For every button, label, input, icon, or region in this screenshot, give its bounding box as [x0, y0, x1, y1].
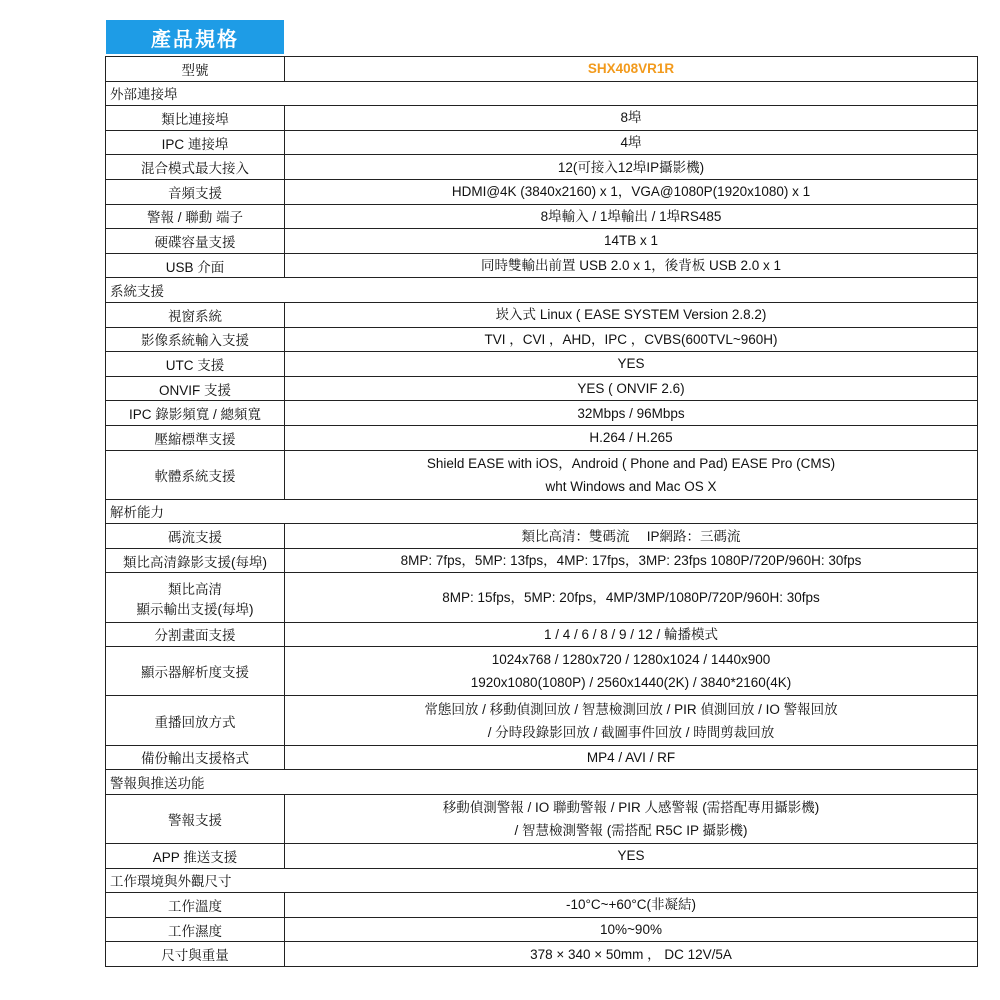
spec-label-line: 軟體系統支援 [154, 468, 236, 484]
spec-value-line: 32Mbps / 96Mbps [577, 405, 685, 421]
spec-value [285, 647, 978, 696]
spec-label-line: 硬碟容量支援 [154, 234, 236, 250]
spec-value-line: MP4 / AVI / RF [586, 749, 676, 765]
spec-value [285, 450, 978, 499]
spec-label-line: USB 介面 [165, 259, 225, 275]
spec-value-line: 崁入式 Linux ( EASE SYSTEM Version 2.8.2) [495, 307, 767, 323]
section-header-row [106, 499, 978, 524]
spec-row [106, 327, 978, 352]
spec-value-line: HDMI@4K (3840x2160) x 1，VGA@1080P(1920x1080) x 1 [451, 184, 811, 200]
spec-label-line: IPC 連接埠 [161, 136, 229, 152]
spec-row [106, 573, 978, 622]
spec-row [106, 844, 978, 869]
spec-row [106, 253, 978, 278]
spec-label [106, 130, 285, 155]
spec-label-line: 碼流支援 [168, 530, 222, 546]
spec-label [106, 204, 285, 229]
spec-label [106, 179, 285, 204]
spec-label-line: 顯示輸出支援(每埠) [136, 601, 254, 617]
spec-label [106, 524, 285, 549]
spec-label-line: APP 推送支援 [152, 849, 238, 865]
spec-value [285, 425, 978, 450]
spec-label [106, 696, 285, 745]
spec-row [106, 696, 978, 745]
spec-label [106, 893, 285, 918]
spec-label [106, 622, 285, 647]
spec-value-line: SHX408VR1R [587, 61, 675, 77]
spec-label [106, 548, 285, 573]
spec-label [106, 942, 285, 967]
spec-label-line: 尺寸與重量 [161, 948, 229, 964]
spec-value-line: Shield EASE with iOS，Android ( Phone and Pad) EASE Pro (CMS) [426, 455, 836, 471]
spec-value [285, 130, 978, 155]
section-title: 系統支援 [106, 278, 978, 303]
spec-value [285, 106, 978, 131]
spec-value-line: YES ( ONVIF 2.6) [577, 381, 685, 397]
spec-label-line: 重播回放方式 [154, 714, 236, 730]
spec-value-line: 10%~90% [600, 922, 662, 938]
spec-value [285, 155, 978, 180]
spec-value-line: 8埠輸入 / 1埠輸出 / 1埠RS485 [540, 208, 722, 224]
spec-label [106, 917, 285, 942]
spec-value [285, 622, 978, 647]
spec-row [106, 302, 978, 327]
spec-value-line: 8MP: 15fps，5MP: 20fps，4MP/3MP/1080P/720P/960H: 30fps [442, 590, 820, 606]
spec-value-line: YES [617, 356, 645, 372]
spec-value-line: YES [617, 848, 645, 864]
spec-value-line: 4埠 [620, 135, 642, 151]
spec-value-line: TVI ，CVI ，AHD，IPC ，CVBS(600TVL~960H) [484, 331, 778, 347]
spec-value [285, 253, 978, 278]
spec-value [285, 229, 978, 254]
spec-row [106, 155, 978, 180]
spec-label-line: 類比連接埠 [161, 111, 229, 127]
spec-value [285, 401, 978, 426]
spec-value [285, 573, 978, 622]
spec-value-line: wht Windows and Mac OS X [545, 478, 717, 494]
spec-label [106, 450, 285, 499]
spec-label-line: 影像系統輸入支援 [141, 333, 249, 349]
spec-label [106, 106, 285, 131]
spec-label-line: 音頻支援 [168, 185, 222, 201]
spec-label [106, 155, 285, 180]
spec-row [106, 917, 978, 942]
spec-label [106, 844, 285, 869]
spec-value [285, 745, 978, 770]
spec-row [106, 352, 978, 377]
section-header-row [106, 868, 978, 893]
spec-label-line: UTC 支援 [165, 357, 225, 373]
section-header-row [106, 278, 978, 303]
spec-value [285, 327, 978, 352]
section-title: 解析能力 [106, 499, 978, 524]
spec-label [106, 573, 285, 622]
spec-row [106, 745, 978, 770]
spec-label-line: 備份輸出支援格式 [141, 751, 249, 767]
spec-row [106, 942, 978, 967]
spec-label-line: 類比高清錄影支援(每埠) [123, 554, 267, 570]
spec-label-line: 警報 / 聯動 端子 [146, 210, 243, 226]
spec-label-line: 型號 [181, 62, 209, 78]
spec-value [285, 548, 978, 573]
section-title: 外部連接埠 [106, 81, 978, 106]
spec-value-line: 移動偵測警報 / IO 聯動警報 / PIR 人感警報 (需搭配專用攝影機) [442, 799, 820, 815]
spec-row [106, 794, 978, 843]
spec-value-line: 1 / 4 / 6 / 8 / 9 / 12 / 輪播模式 [543, 626, 719, 642]
spec-label [106, 745, 285, 770]
section-title: 工作環境與外觀尺寸 [106, 868, 978, 893]
spec-table-body [106, 57, 978, 967]
spec-label-line: IPC 錄影頻寬 / 總頻寬 [128, 407, 261, 423]
spec-row [106, 548, 978, 573]
spec-row [106, 179, 978, 204]
spec-label-line: 警報支援 [168, 812, 222, 828]
spec-label [106, 57, 285, 82]
spec-value-line: 1024x768 / 1280x720 / 1280x1024 / 1440x900 [491, 652, 771, 668]
model-number [285, 57, 978, 82]
spec-value [285, 893, 978, 918]
spec-label [106, 327, 285, 352]
spec-label-line: 類比高清 [168, 581, 222, 597]
spec-value-line: -10°C~+60°C(非凝結) [565, 897, 697, 913]
spec-label-line: 視窗系統 [168, 308, 222, 324]
spec-value [285, 696, 978, 745]
spec-label-line: 工作溫度 [168, 898, 222, 914]
spec-row [106, 229, 978, 254]
spec-row [106, 893, 978, 918]
spec-row [106, 204, 978, 229]
spec-row [106, 622, 978, 647]
spec-value [285, 302, 978, 327]
spec-row [106, 450, 978, 499]
spec-label [106, 352, 285, 377]
spec-label [106, 253, 285, 278]
spec-label-line: 分割畫面支援 [154, 628, 236, 644]
spec-row [106, 57, 978, 82]
spec-row [106, 106, 978, 131]
spec-row [106, 401, 978, 426]
spec-row [106, 130, 978, 155]
spec-label [106, 401, 285, 426]
spec-row [106, 425, 978, 450]
spec-value-line: / 智慧檢測警報 (需搭配 R5C IP 攝影機) [514, 822, 748, 838]
spec-value [285, 844, 978, 869]
spec-value-line: 8MP: 7fps，5MP: 13fps，4MP: 17fps，3MP: 23fps 1080P/720P/960H: 30fps [400, 553, 862, 569]
page-title: 產品規格 [106, 20, 284, 54]
spec-table [105, 56, 978, 967]
section-title: 警報與推送功能 [106, 770, 978, 795]
spec-label [106, 425, 285, 450]
spec-label-line: 壓縮標準支援 [154, 431, 236, 447]
spec-label-line: 顯示器解析度支援 [141, 665, 249, 681]
spec-label-line: ONVIF 支援 [158, 382, 231, 398]
spec-value-line: 14TB x 1 [603, 233, 659, 249]
spec-value-line: 8埠 [620, 110, 642, 126]
spec-value-line: 類比高清：雙碼流 IP網路：三碼流 [521, 528, 741, 544]
spec-label-line: 工作濕度 [168, 923, 222, 939]
spec-row [106, 376, 978, 401]
spec-value-line: 常態回放 / 移動偵測回放 / 智慧檢測回放 / PIR 偵測回放 / IO 警報回放 [424, 701, 838, 717]
spec-value [285, 179, 978, 204]
spec-value-line: 同時雙輸出前置 USB 2.0 x 1，後背板 USB 2.0 x 1 [480, 258, 782, 274]
spec-row [106, 647, 978, 696]
spec-label [106, 376, 285, 401]
spec-value [285, 794, 978, 843]
spec-value-line: 378 × 340 × 50mm ， DC 12V/5A [530, 946, 732, 962]
spec-value [285, 376, 978, 401]
spec-row [106, 524, 978, 549]
spec-label [106, 302, 285, 327]
spec-value-line: H.264 / H.265 [589, 430, 673, 446]
spec-value [285, 942, 978, 967]
section-header-row [106, 81, 978, 106]
spec-value-line: 12(可接入12埠IP攝影機) [557, 159, 705, 175]
spec-value-line: 1920x1080(1080P) / 2560x1440(2K) / 3840*2160(4K) [470, 675, 792, 691]
section-header-row [106, 770, 978, 795]
spec-label [106, 794, 285, 843]
spec-value [285, 524, 978, 549]
spec-value [285, 352, 978, 377]
spec-value [285, 204, 978, 229]
spec-label [106, 229, 285, 254]
spec-label-line: 混合模式最大接入 [141, 161, 249, 177]
spec-value [285, 917, 978, 942]
spec-label [106, 647, 285, 696]
spec-value-line: / 分時段錄影回放 / 截圖事件回放 / 時間剪裁回放 [487, 724, 775, 740]
